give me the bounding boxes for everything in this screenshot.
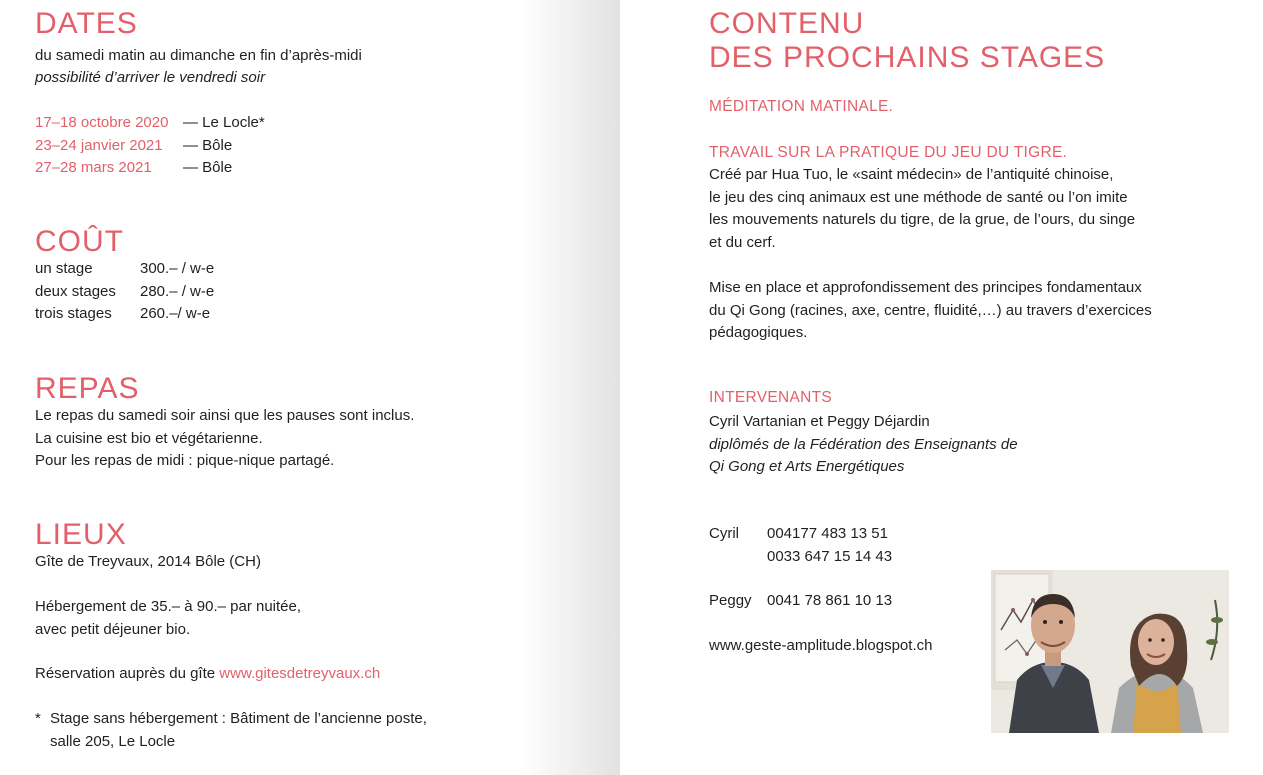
phone-number[interactable]: 0041 78 861 10 13 bbox=[767, 592, 893, 609]
meals-line: La cuisine est bio et végétarienne. bbox=[35, 429, 263, 447]
footnote-line bbox=[35, 731, 427, 754]
meditation-subheading: MÉDITATION MATINALE. bbox=[709, 98, 894, 115]
speakers-credentials: diplômés de la Fédération des Enseignants de bbox=[709, 435, 1018, 453]
date-place: — Le Locle* bbox=[183, 114, 265, 131]
booking-link[interactable]: www.gitesdetreyvaux.ch bbox=[219, 665, 381, 682]
paragraph-line: le jeu des cinq animaux est une méthode de santé ou l’on imite bbox=[709, 188, 1128, 206]
content-heading-line1: CONTENU bbox=[709, 7, 865, 40]
cost-row bbox=[35, 303, 214, 326]
speakers-credentials: Qi Gong et Arts Energétiques bbox=[709, 458, 905, 475]
cost-heading: COÛT bbox=[35, 225, 124, 258]
contact-label-empty bbox=[709, 546, 767, 569]
page-gutter-shadow bbox=[520, 0, 620, 775]
contact-row bbox=[709, 590, 892, 613]
paragraph-line: Créé par Hua Tuo, le «saint médecin» de l’antiquité chinoise, bbox=[709, 166, 1114, 183]
instructors-photo bbox=[991, 570, 1229, 733]
booking-text: Réservation auprès du gîte bbox=[35, 665, 220, 682]
lodging-line: Hébergement de 35.– à 90.– par nuitée, bbox=[35, 598, 302, 615]
speakers-names: Cyril Vartanian et Peggy Déjardin bbox=[709, 413, 930, 430]
dates-heading: DATES bbox=[35, 7, 138, 40]
contact-label: Peggy bbox=[709, 592, 752, 609]
dates-line2: possibilité d’arriver le vendredi soir bbox=[35, 69, 266, 86]
cost-price: 260.–/ w-e bbox=[140, 305, 211, 322]
tiger-game-paragraph bbox=[709, 164, 1135, 254]
photo-illustration bbox=[991, 570, 1229, 733]
qigong-paragraph bbox=[709, 277, 1152, 345]
paragraph-line: et du cerf. bbox=[709, 233, 776, 251]
contact-row bbox=[709, 546, 892, 569]
date-item bbox=[35, 157, 265, 180]
places-address: Gîte de Treyvaux, 2014 Bôle (CH) bbox=[35, 553, 261, 570]
date-place: — Bôle bbox=[183, 159, 233, 176]
footnote bbox=[35, 708, 427, 753]
cost-label: deux stages bbox=[35, 282, 116, 300]
meals-heading: REPAS bbox=[35, 372, 140, 405]
footnote-text: salle 205, Le Locle bbox=[50, 732, 176, 750]
phone-number[interactable]: 004177 483 13 51 bbox=[767, 525, 888, 542]
footnote-text: Stage sans hébergement : Bâtiment de l’ancienne poste, bbox=[50, 710, 427, 727]
website-link[interactable]: www.geste-amplitude.blogspot.ch bbox=[709, 637, 933, 654]
date-value: 17–18 octobre 2020 bbox=[35, 114, 169, 131]
paragraph-line: du Qi Gong (racines, axe, centre, fluidité,…) au travers d’exercices bbox=[709, 301, 1152, 319]
cost-table bbox=[35, 258, 214, 326]
places-heading: LIEUX bbox=[35, 518, 127, 551]
contact-cyril bbox=[709, 523, 892, 568]
phone-number[interactable]: 0033 647 15 14 43 bbox=[767, 547, 893, 565]
footnote-line bbox=[35, 708, 427, 731]
booking-line bbox=[35, 663, 380, 686]
cost-row bbox=[35, 281, 214, 304]
paragraph-line: pédagogiques. bbox=[709, 324, 808, 341]
contact-peggy bbox=[709, 590, 892, 613]
dates-list bbox=[35, 112, 265, 180]
cost-row bbox=[35, 258, 214, 281]
date-value: 27–28 mars 2021 bbox=[35, 159, 152, 176]
date-place: — Bôle bbox=[183, 136, 233, 154]
date-item bbox=[35, 112, 265, 135]
content-heading-line2: DES PROCHAINS STAGES bbox=[709, 41, 1106, 74]
dates-line1: du samedi matin au dimanche en fin d’après-midi bbox=[35, 47, 362, 64]
lodging-line: avec petit déjeuner bio. bbox=[35, 620, 191, 638]
paragraph-line: Mise en place et approfondissement des principes fondamentaux bbox=[709, 279, 1142, 296]
cost-price: 300.– / w-e bbox=[140, 260, 215, 277]
contact-row bbox=[709, 523, 892, 546]
date-value: 23–24 janvier 2021 bbox=[35, 136, 163, 154]
meals-line: Pour les repas de midi : pique-nique partagé. bbox=[35, 452, 335, 469]
speakers-heading: INTERVENANTS bbox=[709, 389, 833, 406]
footnote-mark: * bbox=[35, 710, 41, 727]
meals-text bbox=[35, 405, 414, 473]
footnote-indent bbox=[35, 731, 50, 754]
cost-label: trois stages bbox=[35, 305, 112, 322]
meals-line: Le repas du samedi soir ainsi que les pauses sont inclus. bbox=[35, 407, 415, 424]
date-item bbox=[35, 135, 265, 158]
paragraph-line: les mouvements naturels du tigre, de la grue, de l’ours, du singe bbox=[709, 211, 1136, 228]
speakers-block bbox=[709, 411, 1018, 479]
contact-label: Cyril bbox=[709, 525, 739, 542]
places-lodging bbox=[35, 596, 301, 641]
cost-label: un stage bbox=[35, 260, 93, 277]
cost-price: 280.– / w-e bbox=[140, 282, 215, 300]
tiger-game-subheading: TRAVAIL SUR LA PRATIQUE DU JEU DU TIGRE. bbox=[709, 144, 1068, 161]
